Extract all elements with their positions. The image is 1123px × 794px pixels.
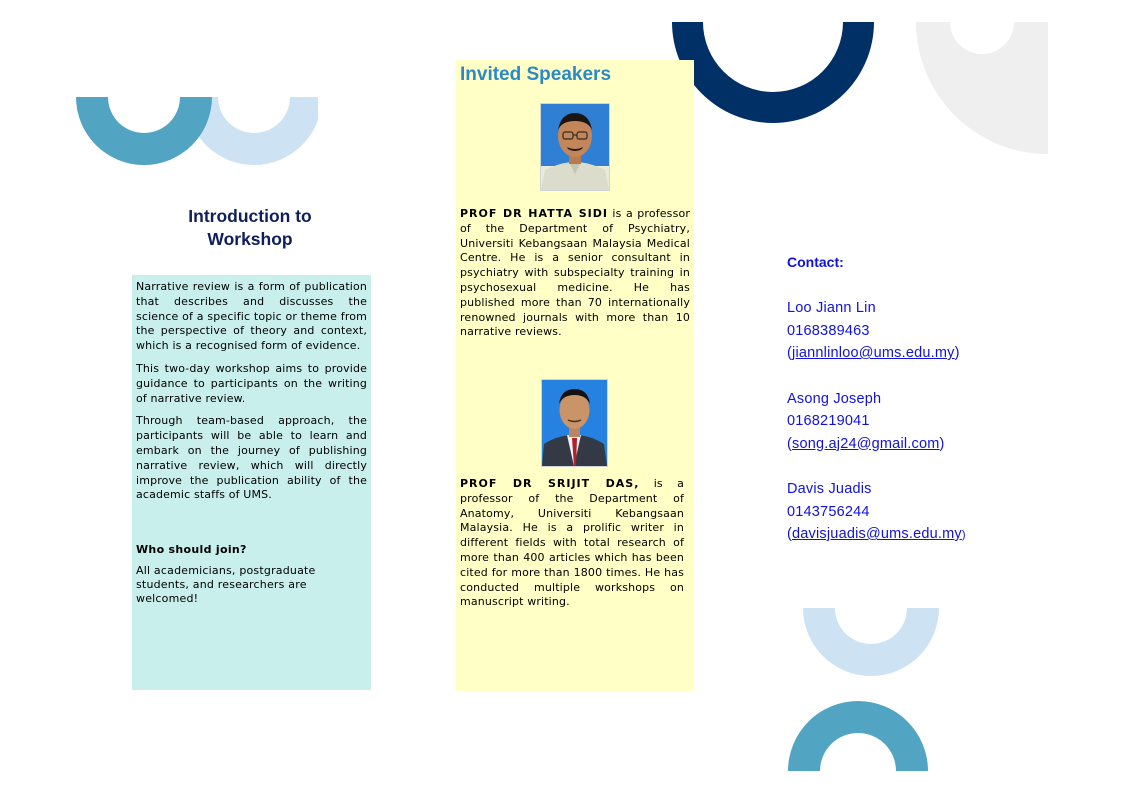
speaker-name: PROF DR HATTA SIDI	[460, 207, 608, 220]
contact-phone: 0168219041	[787, 413, 870, 429]
speaker-bio-srijit-das	[460, 477, 684, 610]
contact-email-line: (jiannlinloo@ums.edu.my)	[787, 345, 960, 361]
speaker-photo-srijit-das	[542, 380, 607, 466]
contact-email-link[interactable]: jiannlinloo@ums.edu.my	[792, 345, 955, 361]
contact-email-link[interactable]: davisjuadis@ums.edu.my	[792, 526, 962, 542]
top-left-rings-decoration	[76, 97, 318, 169]
contact-name: Asong Joseph	[787, 390, 882, 407]
introduction-title-line2: Workshop	[207, 229, 293, 249]
introduction-panel	[132, 275, 371, 690]
contact-email-line: (song.aj24@gmail.com)	[787, 435, 945, 452]
who-should-join-text: All academicians, postgraduate students, and researchers are welcomed!	[136, 564, 316, 606]
invited-speakers-title: Invited Speakers	[460, 64, 612, 85]
invited-speakers-panel	[456, 60, 694, 691]
contact-email-line: (davisjuadis@ums.edu.my)	[787, 526, 966, 542]
introduction-paragraph: This two-day workshop aims to provide guidance to participants on the writing of narrative review.	[136, 361, 367, 405]
speaker-description: is a professor of the Department of Psychiatry, Universiti Kebangsaan Malaysia Medical Centre. He is a senior consultant in psychiatry with subspecialty training in psychosexual medicine. He has published more than 70 internationally renowned journals with more than 10 narrative reviews.	[460, 207, 690, 339]
speaker-photo-hatta-sidi	[541, 104, 609, 190]
speaker-bio-hatta-sidi	[460, 207, 690, 340]
contact-person	[787, 297, 1027, 365]
introduction-paragraph: Narrative review is a form of publication that describes and discusses the science of a specific topic or theme from the perspective of theory and context, which is a recognised form of evidence.	[136, 280, 367, 353]
contact-heading: Contact:	[787, 254, 844, 270]
contact-name: Davis Juadis	[787, 481, 872, 497]
contact-name: Loo Jiann Lin	[787, 300, 876, 316]
introduction-title-line1: Introduction to	[188, 206, 312, 226]
contact-section	[787, 252, 1027, 570]
contact-person	[787, 388, 1027, 456]
speaker-description: is a professor of the Department of Anatomy, Universiti Kebangsaan Malaysia. He is a prolific writer in different fields with total research of more than 400 articles which has been cited for more than 1800 times. He has conducted multiple workshops on manuscript writing.	[460, 477, 684, 609]
contact-email-link[interactable]: song.aj24@gmail.com	[792, 435, 940, 452]
contact-phone: 0143756244	[787, 503, 870, 520]
top-right-rings-decoration	[672, 22, 1048, 154]
contact-person	[787, 478, 1027, 547]
speaker-name: PROF DR SRIJIT DAS,	[460, 477, 640, 490]
bottom-right-rings-decoration	[788, 608, 956, 774]
introduction-title	[150, 205, 350, 251]
contact-phone: 0168389463	[787, 322, 870, 339]
who-should-join-heading: Who should join?	[136, 543, 247, 557]
introduction-paragraph: Through team-based approach, the participants will be able to learn and embark on the journey of publishing narrative review, which will directly improve the publication ability of the academic staffs of UMS.	[136, 414, 367, 502]
